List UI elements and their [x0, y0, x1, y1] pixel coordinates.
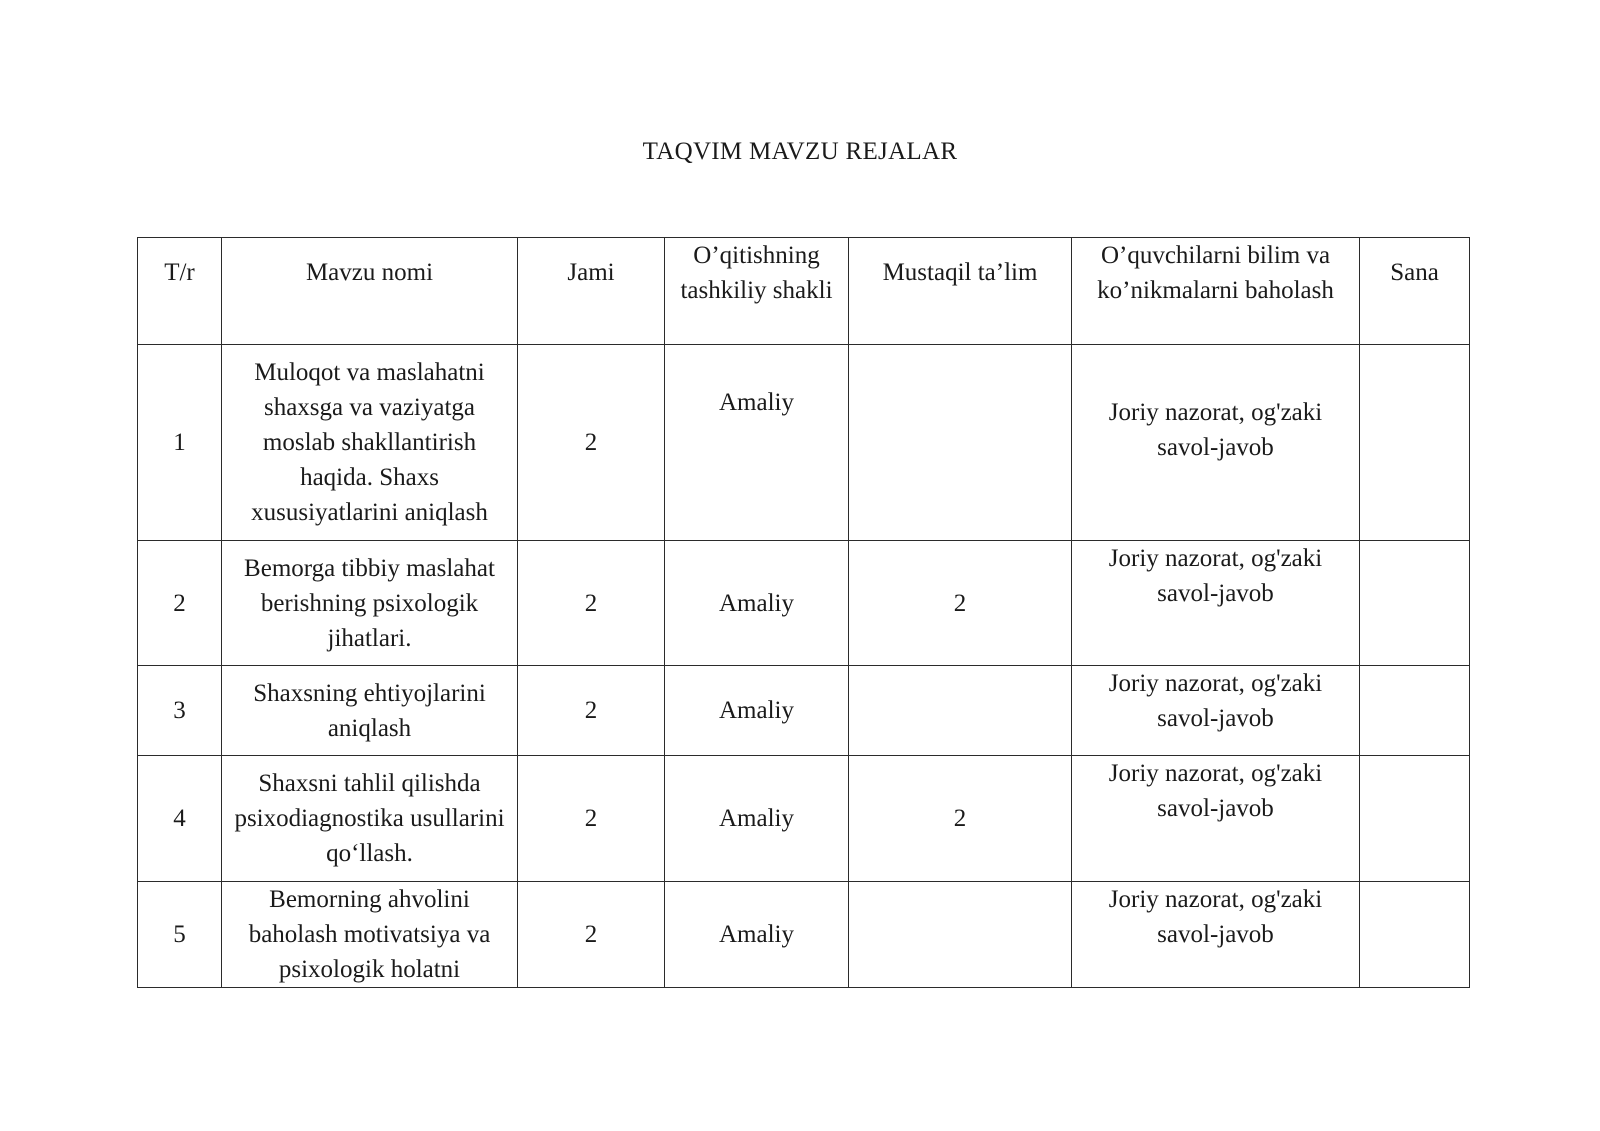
- cell-total: 2: [518, 345, 665, 541]
- table-row: [138, 882, 1470, 988]
- cell-topic: Bemorga tibbiy maslahat berishning psixologik jihatlari.: [222, 541, 518, 666]
- cell-independent: 2: [849, 541, 1072, 666]
- cell-date: [1360, 666, 1470, 756]
- column-header-number: T/r: [138, 238, 222, 345]
- cell-number: 5: [138, 882, 222, 988]
- cell-assessment: Joriy nazorat, og'zaki savol-javob: [1072, 541, 1360, 666]
- column-header-topic: Mavzu nomi: [222, 238, 518, 345]
- cell-topic: Shaxsning ehtiyojlarini aniqlash: [222, 666, 518, 756]
- cell-topic: Bemorning ahvolini baholash motivatsiya va psixologik holatni: [222, 882, 518, 988]
- calendar-plan-table: [137, 237, 1470, 988]
- cell-assessment: Joriy nazorat, og'zaki savol-javob: [1072, 666, 1360, 756]
- cell-date: [1360, 756, 1470, 882]
- table-header-row: [138, 238, 1470, 345]
- column-header-date: Sana: [1360, 238, 1470, 345]
- table-row: [138, 345, 1470, 541]
- cell-form: Amaliy: [665, 756, 849, 882]
- cell-number: 1: [138, 345, 222, 541]
- cell-total: 2: [518, 541, 665, 666]
- table-row: [138, 541, 1470, 666]
- cell-date: [1360, 882, 1470, 988]
- cell-date: [1360, 345, 1470, 541]
- table-row: [138, 756, 1470, 882]
- cell-topic: Muloqot va maslahatni shaxsga va vaziyatga moslab shakllantirish haqida. Shaxs xususiyatlarini aniqlash: [222, 345, 518, 541]
- cell-date: [1360, 541, 1470, 666]
- cell-total: 2: [518, 666, 665, 756]
- column-header-assessment: O’quvchilarni bilim va ko’nikmalarni baholash: [1072, 238, 1360, 345]
- cell-number: 2: [138, 541, 222, 666]
- cell-independent: [849, 882, 1072, 988]
- cell-form: Amaliy: [665, 541, 849, 666]
- table-row: [138, 666, 1470, 756]
- cell-form: Amaliy: [665, 345, 849, 541]
- cell-number: 3: [138, 666, 222, 756]
- page-title: TAQVIM MAVZU REJALAR: [642, 138, 958, 165]
- column-header-total: Jami: [518, 238, 665, 345]
- cell-form: Amaliy: [665, 666, 849, 756]
- column-header-form: O’qitishning tashkiliy shakli: [665, 238, 849, 345]
- cell-independent: 2: [849, 756, 1072, 882]
- cell-total: 2: [518, 756, 665, 882]
- cell-independent: [849, 345, 1072, 541]
- cell-number: 4: [138, 756, 222, 882]
- cell-assessment: Joriy nazorat, og'zaki savol-javob: [1072, 756, 1360, 882]
- cell-independent: [849, 666, 1072, 756]
- cell-total: 2: [518, 882, 665, 988]
- cell-assessment: Joriy nazorat, og'zaki savol-javob: [1072, 882, 1360, 988]
- cell-form: Amaliy: [665, 882, 849, 988]
- cell-topic: Shaxsni tahlil qilishda psixodiagnostika usullarini qo‘llash.: [222, 756, 518, 882]
- cell-assessment: Joriy nazorat, og'zaki savol-javob: [1072, 345, 1360, 541]
- column-header-independent: Mustaqil ta’lim: [849, 238, 1072, 345]
